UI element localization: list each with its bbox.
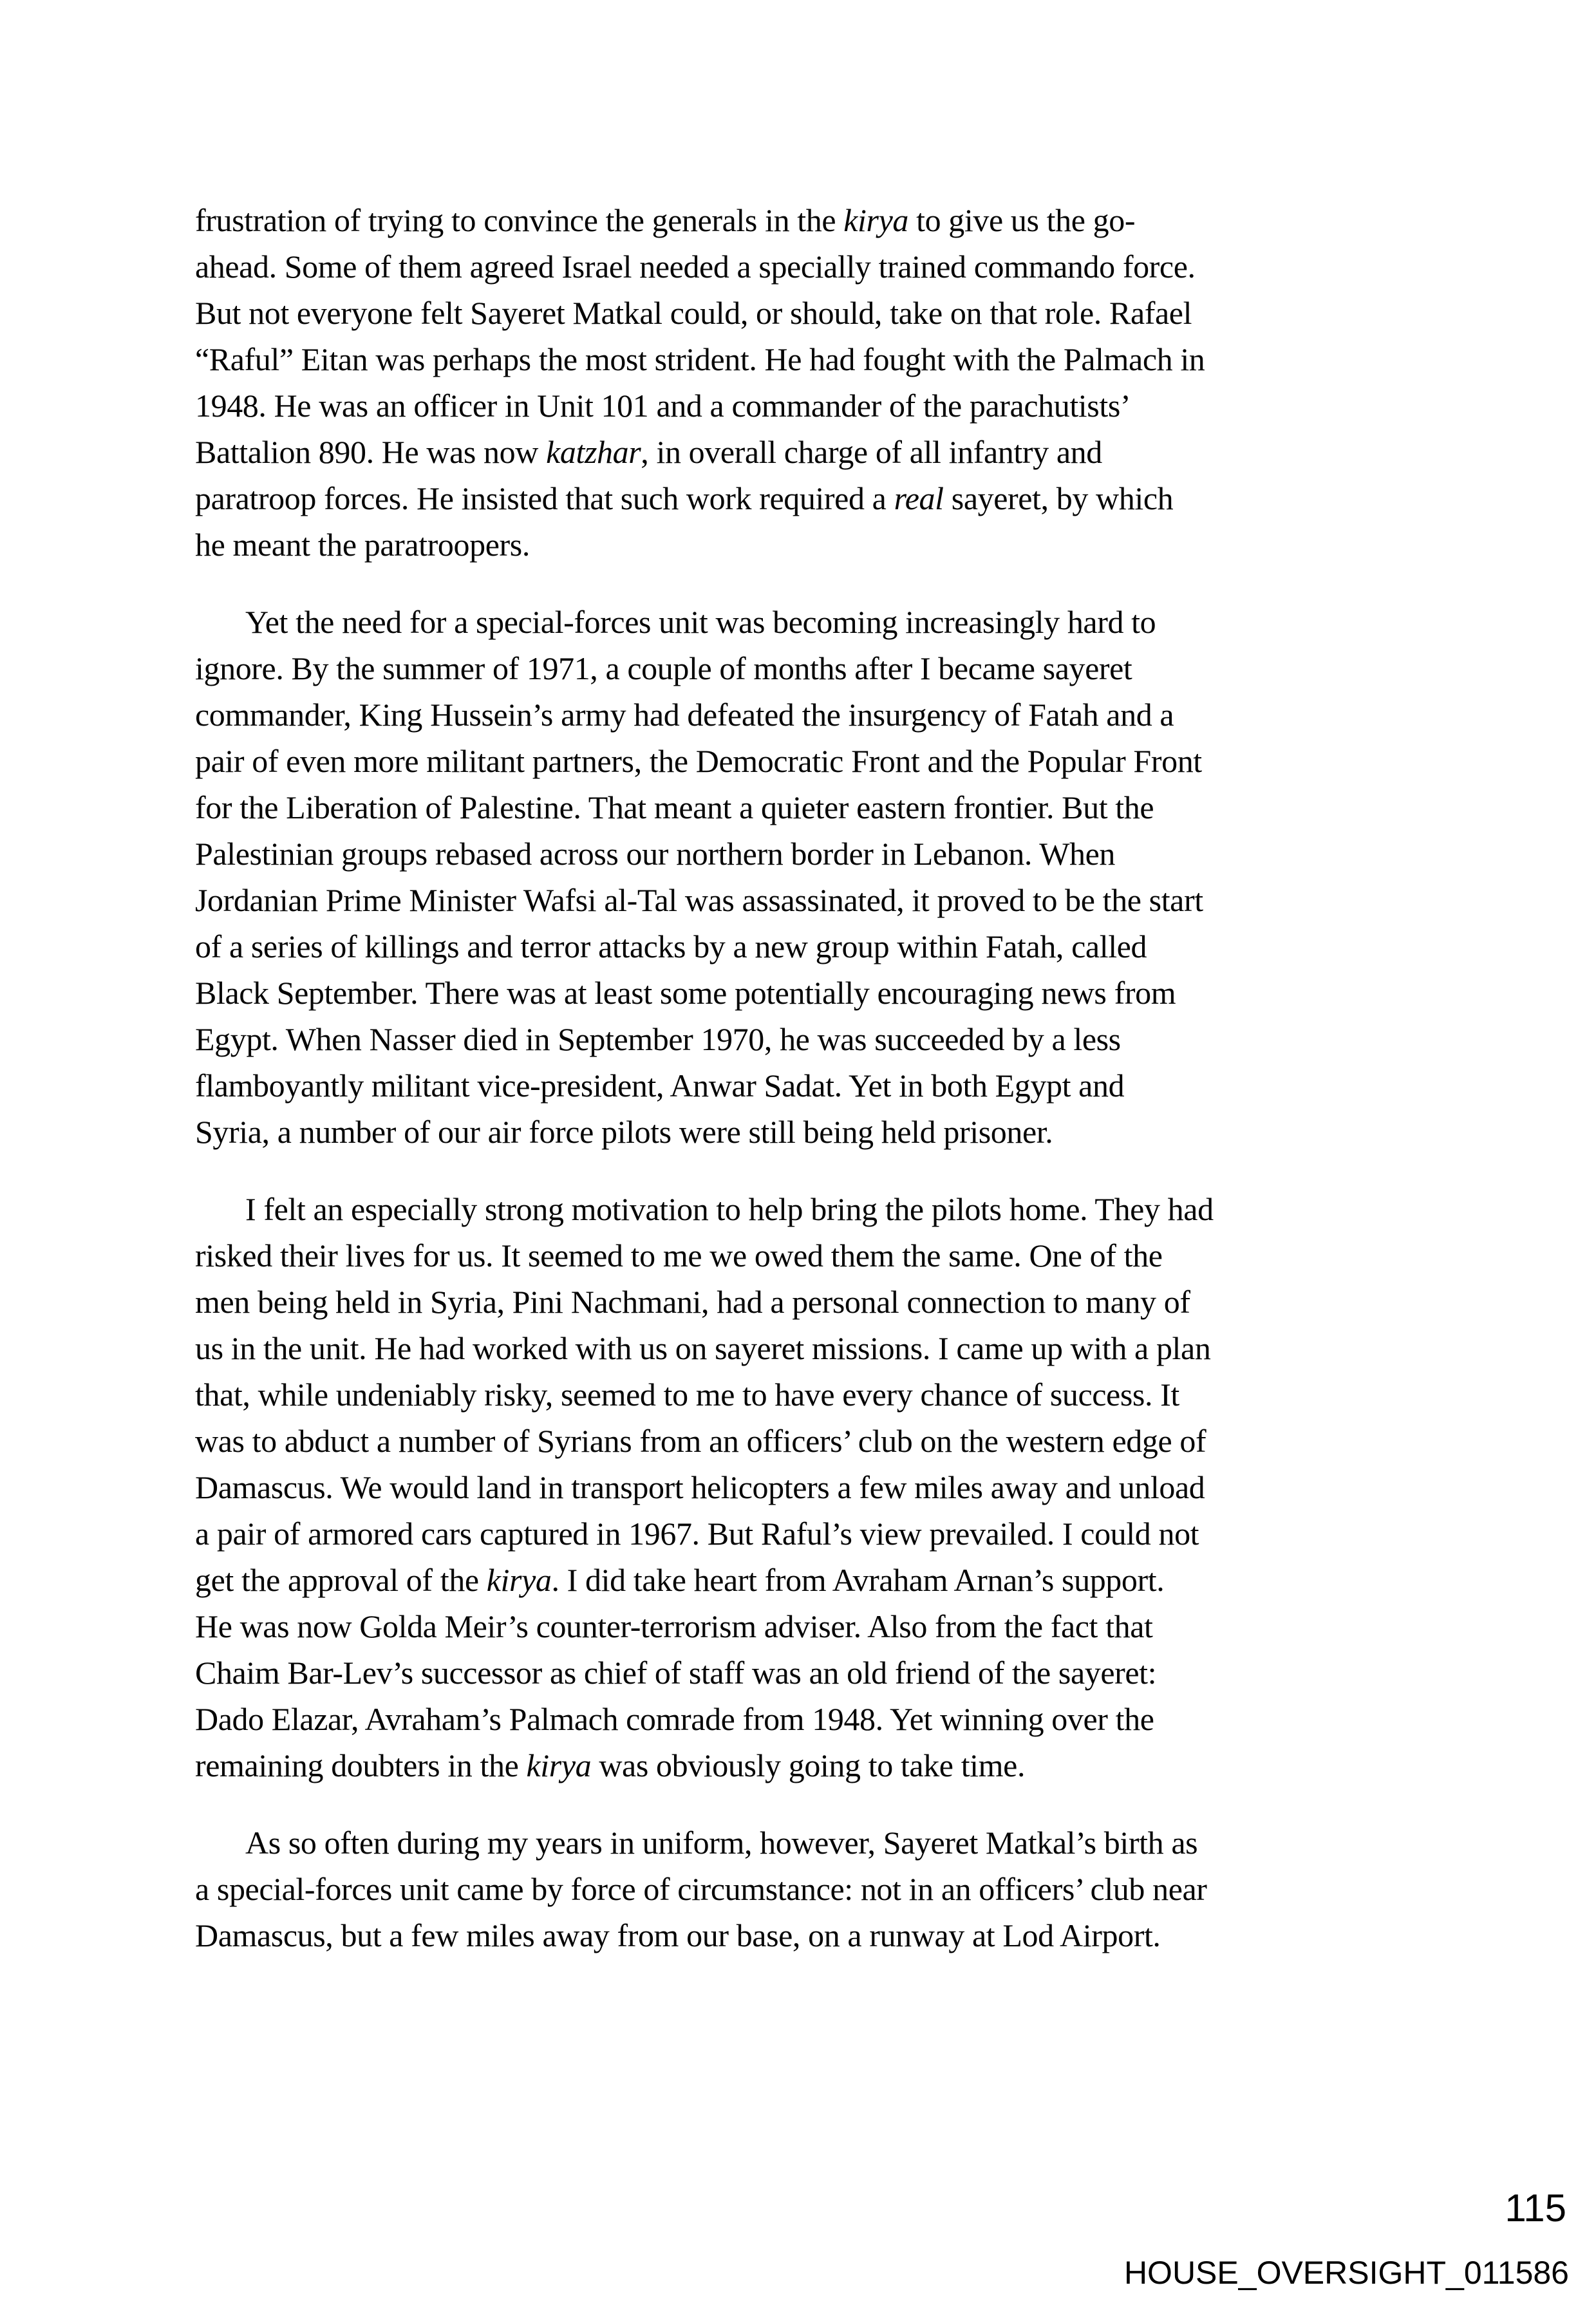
text-line: Jordanian Prime Minister Wafsi al-Tal was assassinated, it proved to be the start — [195, 882, 1203, 918]
text-line: risked their lives for us. It seemed to me we owed them the same. One of the — [195, 1237, 1163, 1274]
text-line: 1948. He was an officer in Unit 101 and a commander of the parachutists’ — [195, 388, 1131, 424]
page-number: 115 — [1505, 2186, 1566, 2230]
text-line: “Raful” Eitan was perhaps the most strident. He had fought with the Palmach in — [195, 341, 1205, 377]
text-line: paratroop forces. He insisted that such work required a real sayeret, by which — [195, 480, 1174, 516]
text-line: flamboyantly militant vice-president, Anwar Sadat. Yet in both Egypt and — [195, 1067, 1125, 1104]
page-text — [195, 197, 1444, 1959]
text-line: As so often during my years in uniform, however, Sayeret Matkal’s birth as — [245, 1825, 1198, 1861]
text-line: a special-forces unit came by force of circumstance: not in an officers’ club near — [195, 1871, 1207, 1907]
text-line: Dado Elazar, Avraham’s Palmach comrade from 1948. Yet winning over the — [195, 1701, 1154, 1737]
text-line: ignore. By the summer of 1971, a couple of months after I became sayeret — [195, 650, 1132, 686]
text-line: commander, King Hussein’s army had defeated the insurgency of Fatah and a — [195, 697, 1174, 733]
text-line: Egypt. When Nasser died in September 1970, he was succeeded by a less — [195, 1021, 1121, 1057]
text-line: frustration of trying to convince the generals in the kirya to give us the go- — [195, 202, 1136, 238]
text-line: He was now Golda Meir’s counter-terrorism adviser. Also from the fact that — [195, 1608, 1153, 1644]
text-line: of a series of killings and terror attacks by a new group within Fatah, called — [195, 928, 1147, 964]
text-line: Syria, a number of our air force pilots were still being held prisoner. — [195, 1114, 1053, 1150]
text-line: Battalion 890. He was now katzhar, in overall charge of all infantry and — [195, 434, 1102, 470]
paragraph — [195, 599, 1444, 1155]
text-line: Damascus, but a few miles away from our base, on a runway at Lod Airport. — [195, 1917, 1161, 1953]
text-line: was to abduct a number of Syrians from an officers’ club on the western edge of — [195, 1423, 1206, 1459]
paragraph — [195, 197, 1444, 568]
text-line: get the approval of the kirya. I did take heart from Avraham Arnan’s support. — [195, 1562, 1165, 1598]
text-line: Damascus. We would land in transport helicopters a few miles away and unload — [195, 1469, 1205, 1505]
text-line: he meant the paratroopers. — [195, 527, 530, 563]
text-line: Chaim Bar-Lev’s successor as chief of staff was an old friend of the sayeret: — [195, 1655, 1157, 1691]
text-line: us in the unit. He had worked with us on sayeret missions. I came up with a plan — [195, 1330, 1211, 1366]
text-line: that, while undeniably risky, seemed to me to have every chance of success. It — [195, 1377, 1179, 1413]
text-line: But not everyone felt Sayeret Matkal could, or should, take on that role. Rafael — [195, 295, 1192, 331]
text-line: ahead. Some of them agreed Israel needed a specially trained commando force. — [195, 249, 1196, 285]
text-line: men being held in Syria, Pini Nachmani, had a personal connection to many of — [195, 1284, 1190, 1320]
text-line: for the Liberation of Palestine. That meant a quieter eastern frontier. But the — [195, 789, 1154, 825]
text-line: Palestinian groups rebased across our northern border in Lebanon. When — [195, 836, 1115, 872]
text-line: Black September. There was at least some potentially encouraging news from — [195, 975, 1176, 1011]
text-line: Yet the need for a special-forces unit was becoming increasingly hard to — [245, 604, 1156, 640]
paragraph — [195, 1186, 1444, 1789]
paragraph — [195, 1819, 1444, 1959]
text-line: a pair of armored cars captured in 1967. But Raful’s view prevailed. I could not — [195, 1516, 1199, 1552]
bates-stamp: HOUSE_OVERSIGHT_011586 — [1123, 2255, 1569, 2291]
text-line: pair of even more militant partners, the Democratic Front and the Popular Front — [195, 743, 1202, 779]
text-line: remaining doubters in the kirya was obviously going to take time. — [195, 1747, 1026, 1783]
text-line: I felt an especially strong motivation to help bring the pilots home. They had — [245, 1191, 1214, 1227]
